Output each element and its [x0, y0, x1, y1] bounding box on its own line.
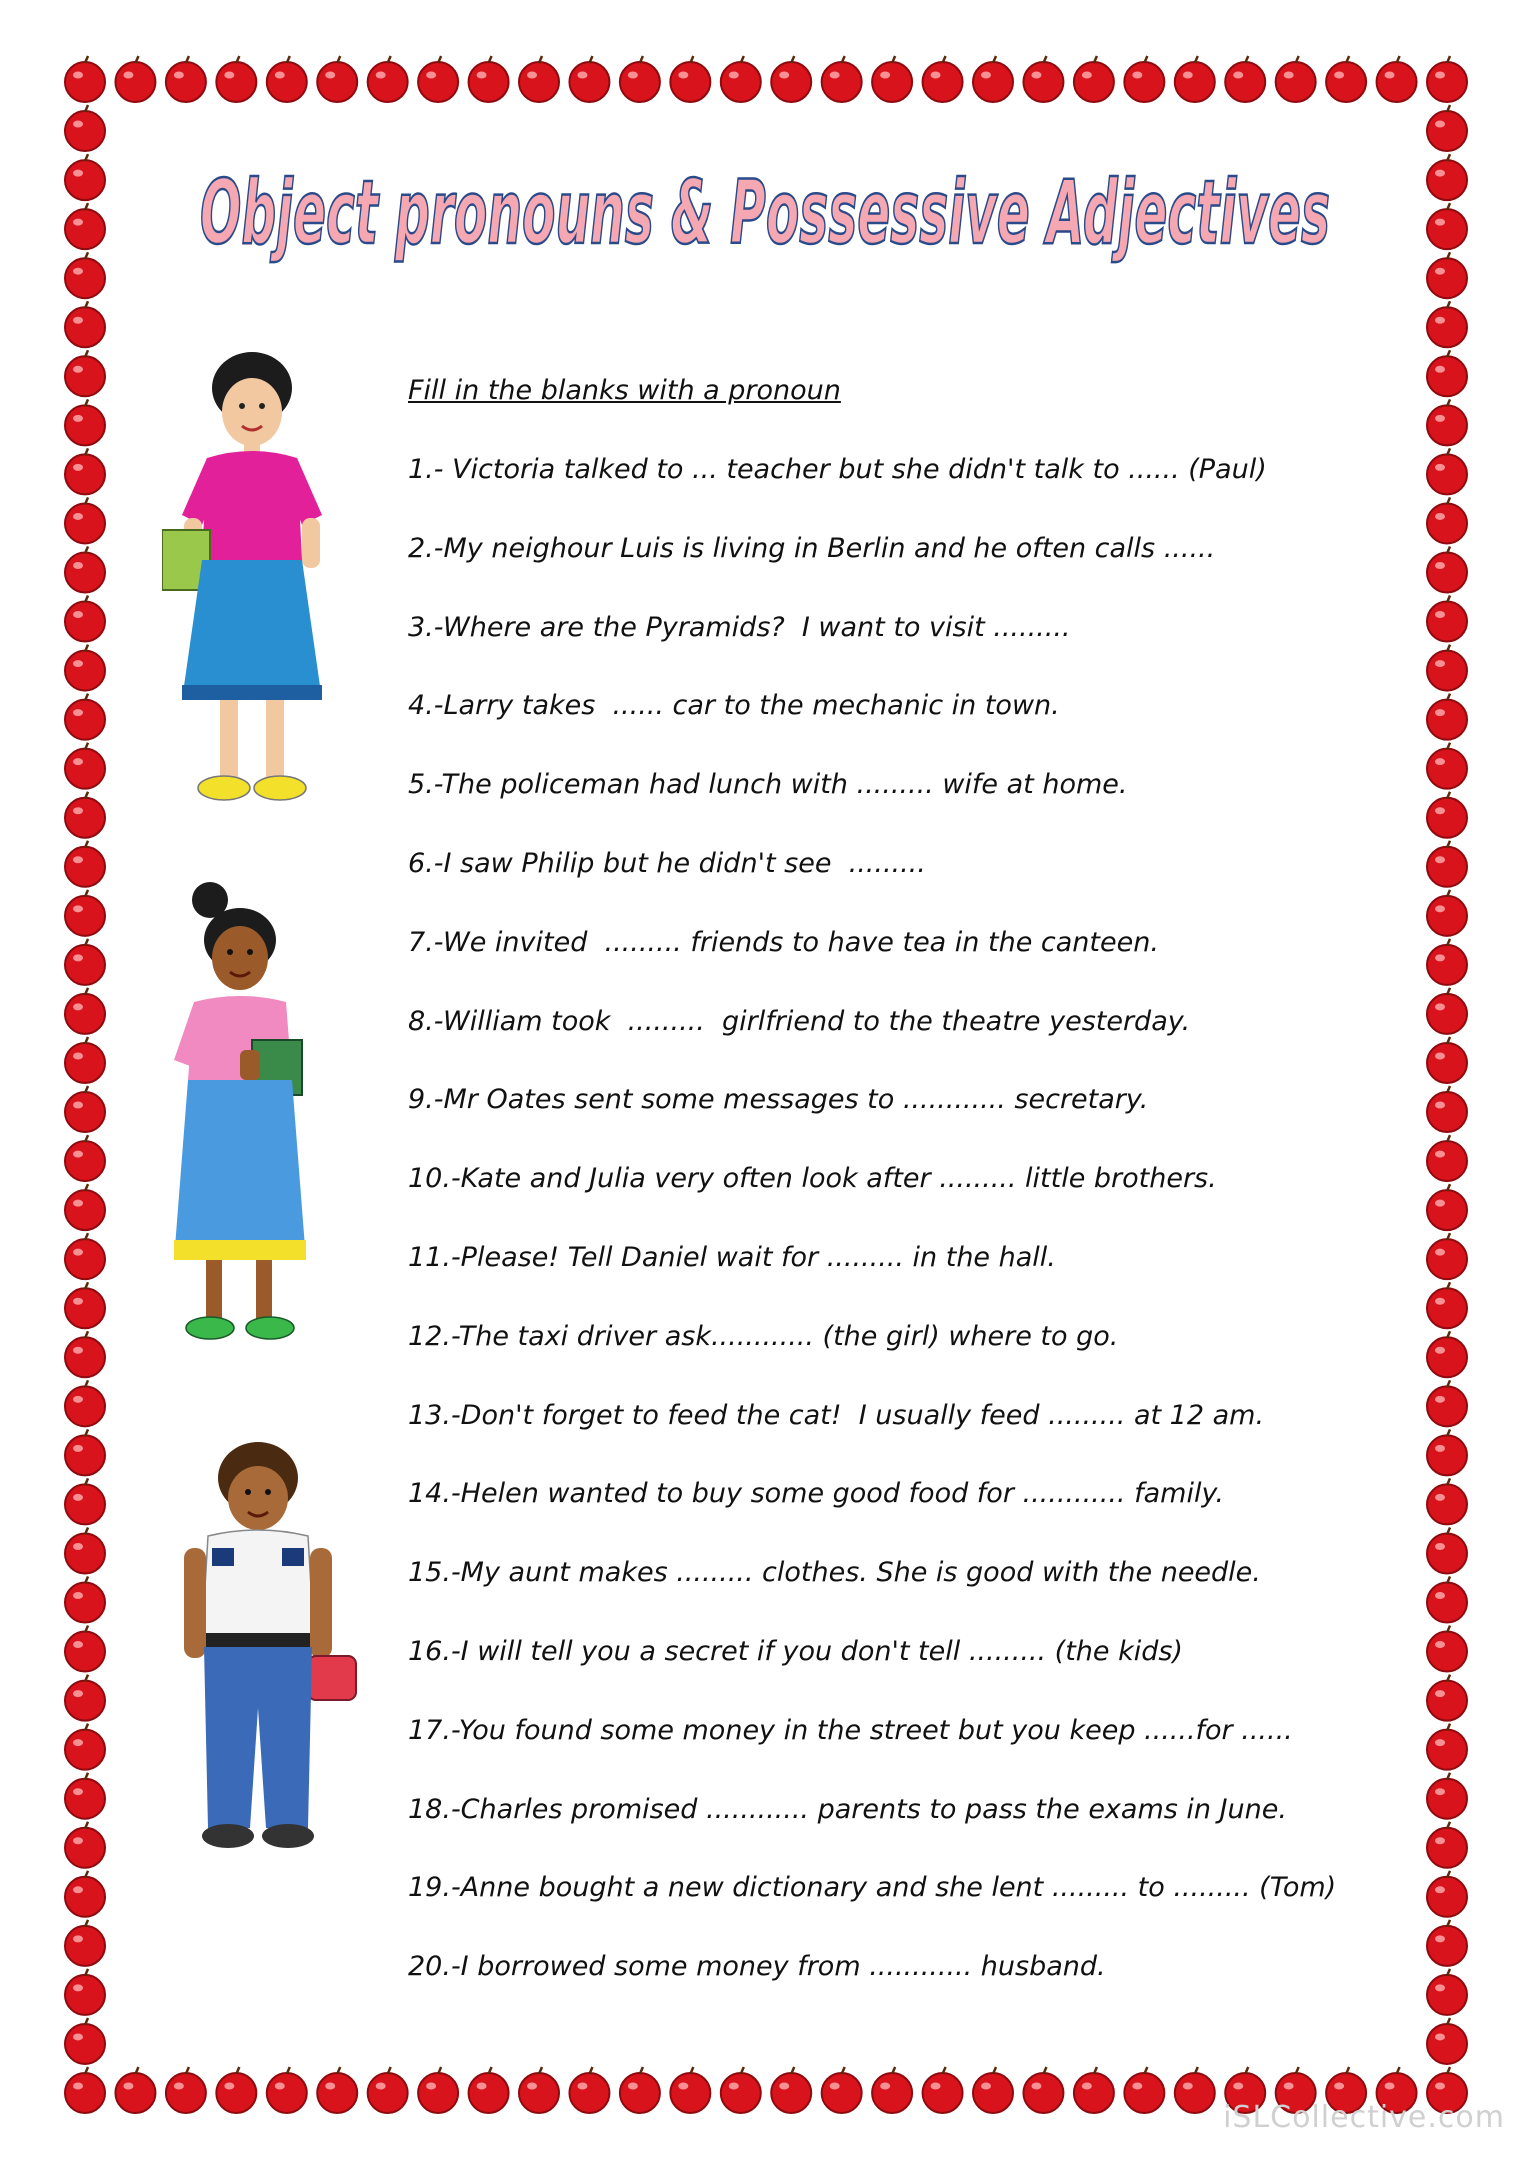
apple-icon [1427, 1282, 1467, 1328]
apple-icon [569, 2067, 609, 2113]
apple-icon [670, 2067, 710, 2113]
apple-icon [973, 56, 1013, 102]
apple-icon [65, 1577, 105, 1623]
apple-icon [65, 1675, 105, 1721]
apple-icon [1427, 448, 1467, 494]
apple-icon [1074, 2067, 1114, 2113]
title-text: Object pronouns & Possessive Adjectives [200, 161, 1330, 264]
apple-icon [216, 56, 256, 102]
apple-icon [771, 56, 811, 102]
apple-icon [1427, 1527, 1467, 1573]
apple-icon [65, 203, 105, 249]
exercise-item: 17.-You found some money in the street but you keep ......for ...... [408, 1715, 1293, 1746]
apple-icon [65, 1380, 105, 1426]
apple-icon [1427, 1920, 1467, 1966]
apple-icon [65, 252, 105, 298]
apple-icon [721, 56, 761, 102]
apple-icon [1427, 743, 1467, 789]
apple-icon [65, 350, 105, 396]
apple-icon [1124, 56, 1164, 102]
apple-icon [469, 2067, 509, 2113]
apple-icon [923, 2067, 963, 2113]
apple-icon [1427, 1724, 1467, 1770]
exercise-item: 15.-My aunt makes ......... clothes. She is good with the needle. [408, 1557, 1261, 1588]
apple-icon [721, 2067, 761, 2113]
apple-icon [670, 56, 710, 102]
apple-icon [822, 2067, 862, 2113]
apple-icon [65, 546, 105, 592]
apple-icon [1427, 56, 1467, 102]
apple-icon [1427, 1331, 1467, 1377]
apple-icon [65, 1086, 105, 1132]
exercise-item: 6.-I saw Philip but he didn't see ......... [408, 848, 926, 879]
apple-icon [1427, 939, 1467, 985]
apple-icon [65, 105, 105, 151]
apple-icon [166, 56, 206, 102]
exercise-item: 18.-Charles promised ............ parents to pass the exams in June. [408, 1794, 1287, 1825]
exercise-item: 12.-The taxi driver ask............ (the girl) where to go. [408, 1321, 1119, 1352]
exercise-item: 7.-We invited ......... friends to have tea in the canteen. [408, 927, 1159, 958]
apple-icon [973, 2067, 1013, 2113]
apple-icon [65, 1233, 105, 1279]
apple-icon [1427, 1086, 1467, 1132]
apple-icon [1427, 399, 1467, 445]
worksheet-title [160, 145, 1370, 275]
apple-icon [519, 2067, 559, 2113]
apple-icon [1023, 56, 1063, 102]
apple-icon [65, 1478, 105, 1524]
apple-icon [65, 1184, 105, 1230]
apple-icon [65, 645, 105, 691]
apple-icon [1427, 890, 1467, 936]
apple-icon [1427, 1577, 1467, 1623]
exercise-item: 14.-Helen wanted to buy some good food for ............ family. [408, 1478, 1224, 1509]
apple-icon [166, 2067, 206, 2113]
exercise-item: 11.-Please! Tell Daniel wait for ......... in the hall. [408, 1242, 1056, 1273]
exercise-item: 20.-I borrowed some money from ............ husband. [408, 1951, 1106, 1982]
apple-icon [1427, 252, 1467, 298]
apple-icon [368, 56, 408, 102]
apple-icon [1074, 56, 1114, 102]
apple-icon [620, 56, 660, 102]
apple-icon [65, 1527, 105, 1573]
apple-icon [1427, 988, 1467, 1034]
apple-icon [368, 2067, 408, 2113]
teacher-figure-1 [162, 340, 342, 820]
apple-icon [65, 743, 105, 789]
apple-icon [267, 56, 307, 102]
apple-icon [1427, 1478, 1467, 1524]
apple-icon [1175, 56, 1215, 102]
apple-icon [65, 1920, 105, 1966]
apple-icon [1427, 1626, 1467, 1672]
apple-icon [1427, 1233, 1467, 1279]
apple-icon [1427, 694, 1467, 740]
exercise-item: 2.-My neighour Luis is living in Berlin and he often calls ...... [408, 533, 1216, 564]
apple-icon [65, 1822, 105, 1868]
apple-icon [65, 2018, 105, 2064]
apple-icon [1427, 1822, 1467, 1868]
apple-icon [317, 56, 357, 102]
apple-icon [1427, 154, 1467, 200]
apple-icon [469, 56, 509, 102]
uniform-figure-3 [168, 1428, 358, 1868]
exercise-item: 3.-Where are the Pyramids? I want to visit ......... [408, 612, 1071, 643]
apple-icon [1427, 2018, 1467, 2064]
apple-icon [872, 56, 912, 102]
apple-icon [317, 2067, 357, 2113]
apple-icon [1427, 301, 1467, 347]
exercise-item: 5.-The policeman had lunch with ......... wife at home. [408, 769, 1128, 800]
apple-icon [65, 596, 105, 642]
apple-icon [923, 56, 963, 102]
apple-icon [822, 56, 862, 102]
apple-icon [65, 890, 105, 936]
apple-icon [1276, 56, 1316, 102]
apple-icon [1427, 1037, 1467, 1083]
apple-icon [1427, 596, 1467, 642]
apple-icon [1427, 1773, 1467, 1819]
apple-icon [1427, 645, 1467, 691]
apple-icon [771, 2067, 811, 2113]
apple-icon [115, 2067, 155, 2113]
apple-icon [1427, 1871, 1467, 1917]
apple-icon [1225, 56, 1265, 102]
apple-icon [115, 56, 155, 102]
apple-icon [65, 694, 105, 740]
apple-icon [65, 841, 105, 887]
apple-icon [65, 1969, 105, 2015]
apple-icon [65, 939, 105, 985]
apple-icon [1326, 56, 1366, 102]
apple-icon [65, 399, 105, 445]
apple-icon [1427, 1184, 1467, 1230]
apple-icon [65, 1135, 105, 1181]
teacher-figure-2 [160, 880, 320, 1350]
instruction-heading: Fill in the blanks with a pronoun [408, 375, 841, 406]
watermark-text: iSLCollective.com [1223, 2100, 1505, 2135]
apple-icon [1427, 792, 1467, 838]
apple-icon [65, 1724, 105, 1770]
apple-icon [65, 301, 105, 347]
apple-icon [418, 56, 458, 102]
apple-icon [1023, 2067, 1063, 2113]
apple-icon [65, 56, 105, 102]
apple-icon [65, 2067, 105, 2113]
apple-icon [1427, 1675, 1467, 1721]
exercise-item: 9.-Mr Oates sent some messages to ............ secretary. [408, 1084, 1149, 1115]
apple-icon [65, 1773, 105, 1819]
apple-icon [65, 792, 105, 838]
apple-icon [1124, 2067, 1164, 2113]
apple-icon [569, 56, 609, 102]
apple-icon [65, 1037, 105, 1083]
exercise-item: 8.-William took ......... girlfriend to the theatre yesterday. [408, 1006, 1191, 1037]
exercise-item: 19.-Anne bought a new dictionary and she lent ......... to ......... (Tom) [408, 1872, 1337, 1903]
apple-icon [1427, 1429, 1467, 1475]
apple-icon [1427, 1135, 1467, 1181]
exercise-item: 10.-Kate and Julia very often look after ......... little brothers. [408, 1163, 1217, 1194]
exercise-item: 16.-I will tell you a secret if you don't tell ......... (the kids) [408, 1636, 1183, 1667]
apple-icon [1175, 2067, 1215, 2113]
exercise-item: 13.-Don't forget to feed the cat! I usually feed ......... at 12 am. [408, 1400, 1265, 1431]
exercise-item: 1.- Victoria talked to ... teacher but she didn't talk to ...... (Paul) [408, 454, 1267, 485]
apple-icon [519, 56, 559, 102]
apple-icon [1427, 105, 1467, 151]
apple-icon [1427, 841, 1467, 887]
apple-icon [620, 2067, 660, 2113]
apple-icon [65, 154, 105, 200]
apple-icon [1427, 203, 1467, 249]
apple-icon [65, 448, 105, 494]
apple-icon [1427, 350, 1467, 396]
apple-icon [65, 1331, 105, 1377]
apple-icon [65, 1626, 105, 1672]
apple-icon [1427, 1969, 1467, 2015]
apple-icon [1427, 1380, 1467, 1426]
apple-icon [1427, 546, 1467, 592]
apple-icon [216, 2067, 256, 2113]
apple-icon [65, 1282, 105, 1328]
apple-icon [872, 2067, 912, 2113]
apple-icon [65, 1871, 105, 1917]
apple-icon [267, 2067, 307, 2113]
apple-icon [418, 2067, 458, 2113]
apple-icon [65, 1429, 105, 1475]
apple-icon [65, 988, 105, 1034]
exercise-item: 4.-Larry takes ...... car to the mechanic in town. [408, 690, 1060, 721]
apple-icon [1377, 56, 1417, 102]
apple-icon [1427, 497, 1467, 543]
apple-icon [65, 497, 105, 543]
